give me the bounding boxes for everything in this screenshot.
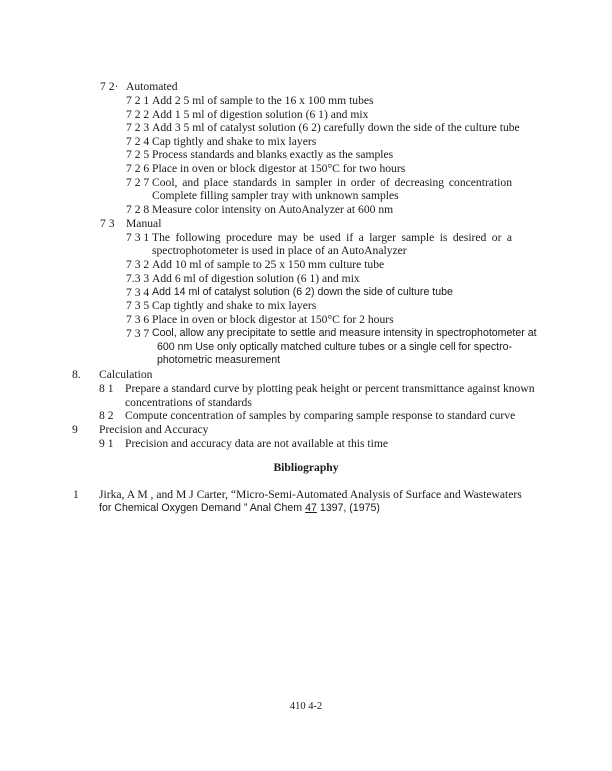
step-number: 7 3 4 <box>126 286 150 299</box>
step-number: 7 3 2 <box>126 258 150 271</box>
step-text-continued: Complete filling sampler tray with unknown samples <box>152 189 399 202</box>
section-number: 7 2· <box>100 80 119 93</box>
step-number: 7 2 1 <box>126 94 150 107</box>
step-text: Add 3 5 ml of catalyst solution (6 2) carefully down the side of the culture tube <box>152 121 520 134</box>
step-number: 7 2 4 <box>126 135 150 148</box>
bibliography-entry-line <box>99 502 380 515</box>
step-number: 7 2 2 <box>126 108 150 121</box>
step-text: Prepare a standard curve by plotting peak height or percent transmittance against known <box>125 382 535 395</box>
step-number: 7 3 5 <box>126 299 150 312</box>
step-text: Precision and accuracy data are not available at this time <box>125 437 388 450</box>
step-text-continued: 600 nm Use only optically matched culture tubes or a single cell for spectro- <box>157 341 513 353</box>
step-number: 7 2 8 <box>126 203 150 216</box>
section-title: Automated <box>126 80 178 93</box>
section-number: 8. <box>72 368 81 381</box>
step-text-continued: photometric measurement <box>157 354 281 366</box>
citation-text: for Chemical Oxygen Demand ” Anal Chem <box>99 502 306 514</box>
step-text: Cap tightly and shake to mix layers <box>152 299 317 312</box>
step-text: Cap tightly and shake to mix layers <box>152 135 317 148</box>
step-number: 7 2 6 <box>126 162 150 175</box>
step-number: 7 2 7 <box>126 176 150 189</box>
page-number: 410 4-2 <box>289 701 323 712</box>
step-number: 8 2 <box>99 409 114 422</box>
step-text: Add 2 5 ml of sample to the 16 x 100 mm tubes <box>152 94 374 107</box>
step-number: 7 3 1 <box>126 231 150 244</box>
step-number: 7 2 3 <box>126 121 150 134</box>
step-number: 7 3 6 <box>126 313 150 326</box>
step-number: 7 3 7 <box>126 327 150 340</box>
step-number: 7.3 3 <box>126 272 150 285</box>
step-number: 9 1 <box>99 437 114 450</box>
section-number: 9 <box>72 423 78 436</box>
step-text: Place in oven or block digestor at 150°C for 2 hours <box>152 313 394 326</box>
bibliography-heading: Bibliography <box>273 461 339 474</box>
step-number: 7 2 5 <box>126 148 150 161</box>
section-number: 7 3 <box>100 217 115 230</box>
step-text-continued: concentrations of standards <box>125 396 252 409</box>
step-text-continued: spectrophotometer is used in place of an AutoAnalyzer <box>152 244 407 257</box>
step-text: Compute concentration of samples by comparing sample response to standard curve <box>125 409 516 422</box>
citation-text: 1397, (1975) <box>316 502 380 514</box>
step-text: Add 14 ml of catalyst solution (6 2) down the side of culture tube <box>152 286 453 298</box>
step-number: 8 1 <box>99 382 114 395</box>
step-text: The following procedure may be used if a larger sample is desired or a <box>152 231 512 244</box>
step-text: Add 10 ml of sample to 25 x 150 mm culture tube <box>152 258 385 271</box>
section-title: Manual <box>126 217 162 230</box>
step-text: Place in oven or block digestor at 150°C for two hours <box>152 162 406 175</box>
bibliography-entry-number: 1 <box>73 488 79 501</box>
section-title: Precision and Accuracy <box>99 423 209 436</box>
step-text: Measure color intensity on AutoAnalyzer at 600 nm <box>152 203 394 216</box>
section-title: Calculation <box>99 368 153 381</box>
step-text: Cool, and place standards in sampler in order of decreasing concentration <box>152 176 512 189</box>
step-text: Process standards and blanks exactly as the samples <box>152 148 394 161</box>
bibliography-entry-line: Jirka, A M , and M J Carter, “Micro-Semi-Automated Analysis of Surface and Wastewaters <box>99 488 522 501</box>
step-text: Cool, allow any precipitate to settle and measure intensity in spectrophotometer at <box>152 327 537 339</box>
step-text: Add 6 ml of digestion solution (6 1) and mix <box>152 272 360 285</box>
step-text: Add 1 5 ml of digestion solution (6 1) and mix <box>152 108 369 121</box>
citation-volume: 47 <box>305 502 317 514</box>
